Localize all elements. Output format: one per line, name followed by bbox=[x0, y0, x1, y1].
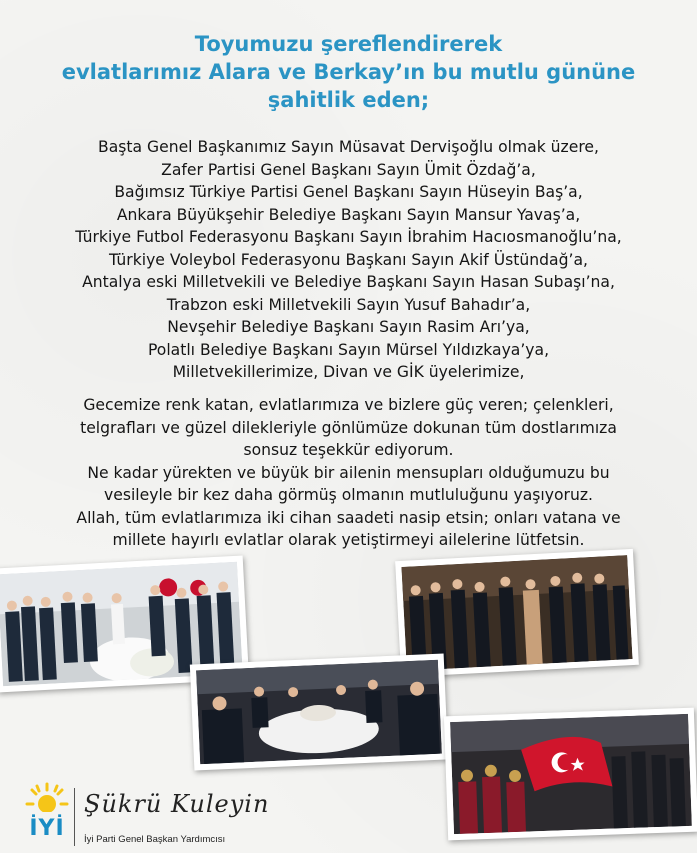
photo-dinner-table bbox=[190, 654, 448, 771]
thanks-line: Nevşehir Belediye Başkanı Sayın Rasim Arı’ya, bbox=[167, 318, 530, 336]
thanks-line: Türkiye Futbol Federasyonu Başkanı Sayın İbrahim Hacıosmanoğlu’na, bbox=[75, 228, 622, 246]
photo-flag-dancers bbox=[444, 708, 697, 841]
thanks-line: Antalya eski Milletvekili ve Belediye Başkanı Sayın Hasan Subaşı’na, bbox=[82, 273, 615, 291]
message-line: sonsuz teşekkür ediyorum. bbox=[243, 441, 454, 459]
thanks-list bbox=[0, 136, 697, 384]
footer-divider bbox=[74, 788, 75, 846]
message-line: vesileyle bir kez daha görmüş olmanın mutluluğunu yaşıyoruz. bbox=[104, 486, 593, 504]
thanks-line: Milletvekillerimize, Divan ve GİK üyelerimize, bbox=[172, 363, 525, 381]
message-line: Allah, tüm evlatlarımıza iki cihan saadeti nasip etsin; onları vatana ve bbox=[76, 508, 621, 527]
thanks-line: Zafer Partisi Genel Başkanı Sayın Ümit Özdağ’a, bbox=[161, 160, 536, 179]
signer-role: İyi Parti Genel Başkan Yardımcısı bbox=[84, 834, 226, 845]
thanks-line: Türkiye Voleybol Federasyonu Başkanı Sayın Akif Üstündağ’a, bbox=[109, 250, 588, 269]
sun-icon bbox=[24, 782, 70, 818]
message-line: millete hayırlı evlatlar olarak yetiştirmeyi ailelerine lütfetsin. bbox=[112, 531, 585, 549]
page-title bbox=[0, 30, 697, 114]
message-line: telgrafları ve güzel dilekleriyle gönlümüze dokunan tüm dostlarımıza bbox=[80, 418, 617, 437]
message-line: Ne kadar yürekten ve büyük bir ailenin mensupları olduğumuzu bu bbox=[87, 463, 610, 482]
thanks-line: Bağımsız Türkiye Partisi Genel Başkanı Sayın Hüseyin Baş’a, bbox=[114, 183, 583, 201]
title-line: şahitlik eden; bbox=[267, 88, 430, 112]
thanks-line: Ankara Büyükşehir Belediye Başkanı Sayın Mansur Yavaş’a, bbox=[116, 205, 581, 224]
title-line: evlatlarımız Alara ve Berkay’ın bu mutlu gününe bbox=[61, 60, 636, 84]
thanks-line: Trabzon eski Milletvekili Sayın Yusuf Bahadır’a, bbox=[166, 295, 531, 314]
thanks-line: Polatlı Belediye Başkanı Sayın Mürsel Yıldızkaya’ya, bbox=[147, 340, 550, 359]
logo-text: İYİ bbox=[29, 816, 65, 841]
message-line: Gecemize renk katan, evlatlarımıza ve bizlere güç veren; çelenkleri, bbox=[83, 396, 614, 414]
signature: Şükrü Kuleyin bbox=[84, 790, 270, 818]
iyi-party-logo bbox=[24, 782, 70, 848]
thank-you-message bbox=[0, 394, 697, 552]
title-line: Toyumuzu şereflendirerek bbox=[194, 32, 503, 56]
footer-signature-block bbox=[18, 780, 278, 850]
thanks-line: Başta Genel Başkanımız Sayın Müsavat Dervişoğlu olmak üzere, bbox=[98, 138, 599, 156]
